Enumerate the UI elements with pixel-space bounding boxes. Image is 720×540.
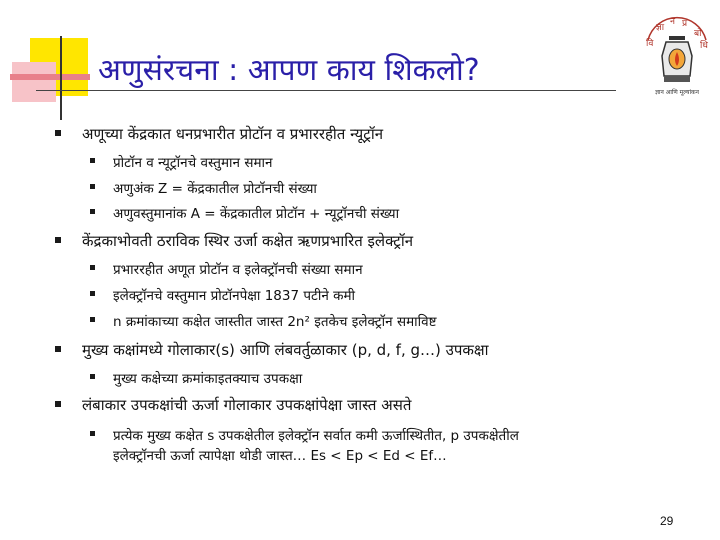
decor-pink-square [12,62,56,102]
square-bullet-icon [90,374,95,379]
bullet-text: मुख्य कक्षांमध्ये गोलाकार(s) आणि लंबवर्तुळाकार (p, d, f, g…) उपकक्षा [82,341,489,359]
sub-bullet-text: n क्रमांकाच्या कक्षेत जास्तीत जास्त 2n² इतकेच इलेक्ट्रॉन समाविष्ट [113,314,437,330]
sub-bullet-text: प्रत्येक मुख्य कक्षेत s उपकक्षेतील इलेक्ट्रॉन सर्वात कमी ऊर्जास्थितीत, p उपकक्षेतील [113,428,519,444]
decor-red-bar [10,74,90,80]
svg-text:धि: धि [700,41,708,51]
decor-horizontal-rule [36,90,616,91]
square-bullet-icon [90,431,95,436]
bullet-text: केंद्रकाभोवती ठराविक स्थिर उर्जा कक्षेत ऋणप्रभारित इलेक्ट्रॉन [82,232,414,250]
sub-bullet-text: प्रभाररहीत अणूत प्रोटॉन व इलेक्ट्रॉनची संख्या समान [113,262,363,278]
square-bullet-icon [90,317,95,322]
lantern-icon [640,10,714,100]
bullet-text: लंबाकार उपकक्षांची ऊर्जा गोलाकार उपकक्षांपेक्षा जास्त असते [82,396,412,414]
bullet-text: अणूच्या केंद्रकात धनप्रभारीत प्रोटॉन व प्रभाररहीत न्यूट्रॉन [82,125,384,143]
logo-caption: ज्ञान आणि मूल्यांकन [655,89,699,96]
page-title: अणुसंरचना : आपण काय शिकलो? [98,53,480,88]
sub-bullet-continuation: इलेक्ट्रॉनची ऊर्जा त्यापेक्षा थोडी जास्त… Es < Ep < Ed < Ef… [113,448,447,464]
sub-bullet-text: प्रोटॉन व न्यूट्रॉनचे वस्तुमान समान [113,155,273,171]
square-bullet-icon [90,291,95,296]
square-bullet-icon [90,209,95,214]
institution-logo [640,10,714,100]
sub-bullet-text: मुख्य कक्षेच्या क्रमांकाइतक्याच उपकक्षा [113,371,303,387]
svg-text:बो: बो [694,29,702,39]
svg-text:प्र: प्र [682,19,688,29]
page-number: 29 [660,514,674,528]
square-bullet-icon [55,237,61,243]
decor-vertical-rule [60,36,62,120]
square-bullet-icon [90,158,95,163]
square-bullet-icon [55,346,61,352]
square-bullet-icon [90,184,95,189]
svg-text:न: न [670,17,675,27]
square-bullet-icon [55,401,61,407]
sub-bullet-text: इलेक्ट्रॉनचे वस्तुमान प्रोटॉनपेक्षा 1837 पटीने कमी [113,288,356,304]
sub-bullet-text: अणुअंक Z = केंद्रकातील प्रोटॉनची संख्या [113,181,317,197]
sub-bullet-text: अणुवस्तुमानांक A = केंद्रकातील प्रोटॉन + न्यूट्रॉनची संख्या [113,206,400,222]
svg-text:वि: वि [646,39,654,49]
square-bullet-icon [90,265,95,270]
svg-text:ज्ञा: ज्ञा [656,23,665,33]
square-bullet-icon [55,130,61,136]
